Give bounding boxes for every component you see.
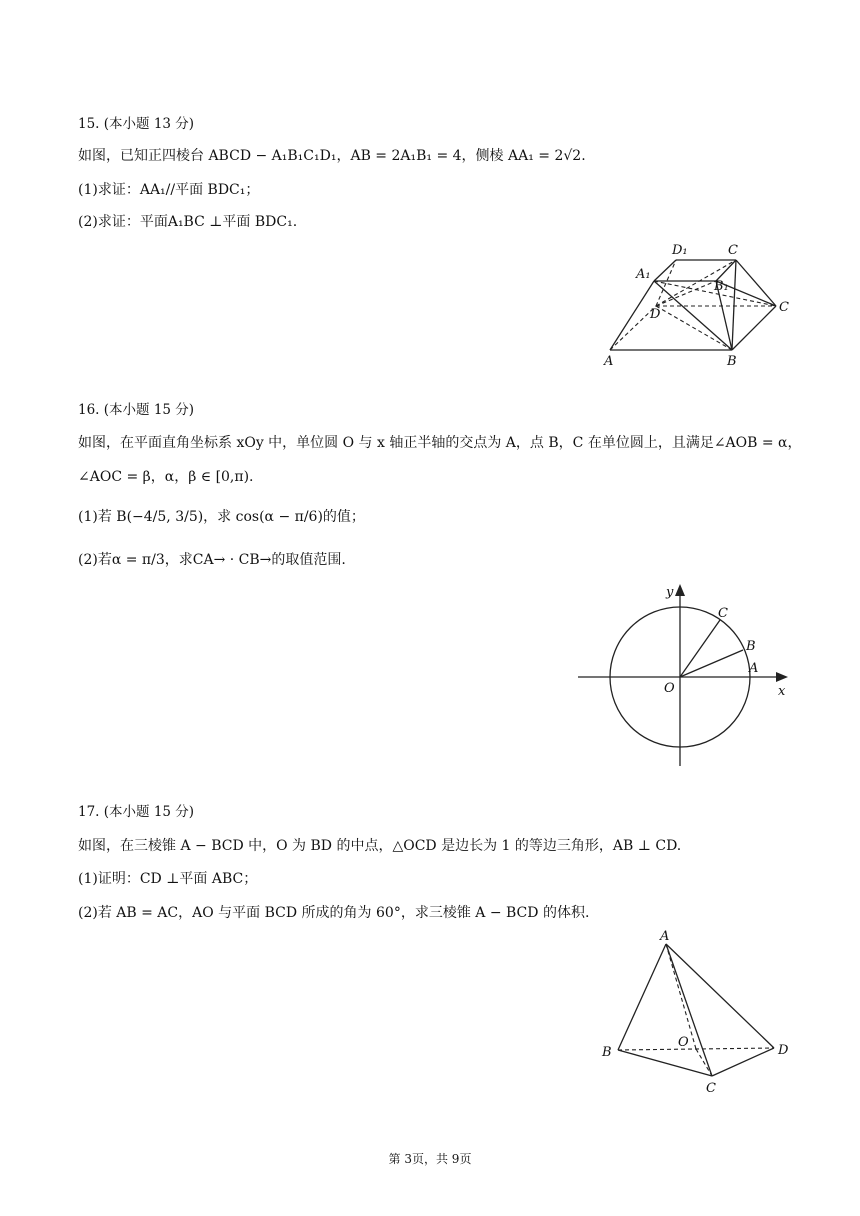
- problem-17-part-1: (1)证明：CD ⊥平面 ABC；: [78, 871, 258, 887]
- problem-15-statement: 如图，已知正四棱台 ABCD − A₁B₁C₁D₁，AB = 2A₁B₁ = 4，侧棱 AA₁ = 2√2.: [78, 148, 586, 164]
- label-B: B: [602, 1045, 612, 1060]
- label-C: C: [706, 1081, 716, 1096]
- label-O: O: [678, 1035, 689, 1050]
- problem-15-part-2: (2)求证：平面A₁BC ⊥平面 BDC₁.: [78, 214, 298, 230]
- label-D: D: [650, 307, 661, 322]
- label-B: B: [746, 639, 756, 654]
- problem-16-header: 16. (本小题 15 分): [78, 402, 195, 418]
- problem-17-header: 17. (本小题 15 分): [78, 804, 195, 820]
- label-C: C: [779, 300, 789, 315]
- frustum-figure: [600, 236, 800, 376]
- label-D: D: [778, 1043, 789, 1058]
- unit-circle-figure: [574, 580, 794, 772]
- label-C1: C: [728, 243, 738, 258]
- label-y: y: [666, 585, 674, 600]
- problem-17-part-2: (2)若 AB = AC，AO 与平面 BCD 所成的角为 60°，求三棱锥 A − BCD 的体积.: [78, 905, 590, 921]
- page-footer: 第 3页，共 9页: [388, 1152, 472, 1166]
- pyramid-figure: [598, 926, 798, 1102]
- problem-16-statement: 如图，在平面直角坐标系 xOy 中，单位圆 O 与 x 轴正半轴的交点为 A，点 B，C 在单位圆上，且满足∠AOB = α，: [78, 435, 802, 451]
- problem-17-statement: 如图，在三棱锥 A − BCD 中，O 为 BD 的中点，△OCD 是边长为 1 的等边三角形，AB ⊥ CD.: [78, 838, 682, 854]
- label-C: C: [718, 606, 728, 621]
- problem-16-condition: ∠AOC = β，α，β ∈ [0,π).: [78, 469, 254, 485]
- label-O: O: [664, 681, 675, 696]
- label-B1: B₁: [714, 279, 729, 294]
- label-A: A: [660, 929, 670, 944]
- label-A1: A₁: [636, 267, 651, 282]
- problem-15-part-1: (1)求证：AA₁//平面 BDC₁；: [78, 182, 260, 198]
- label-A: A: [749, 661, 759, 676]
- label-D1: D₁: [672, 243, 688, 258]
- problem-16-part-1: (1)若 B(−4/5, 3/5)，求 cos(α − π/6)的值；: [78, 509, 365, 525]
- label-x: x: [778, 684, 786, 699]
- label-A: A: [604, 354, 614, 369]
- problem-16-part-2: (2)若α = π/3，求CA→ · CB→的取值范围.: [78, 552, 346, 568]
- label-B: B: [727, 354, 737, 369]
- problem-15-header: 15. (本小题 13 分): [78, 116, 195, 132]
